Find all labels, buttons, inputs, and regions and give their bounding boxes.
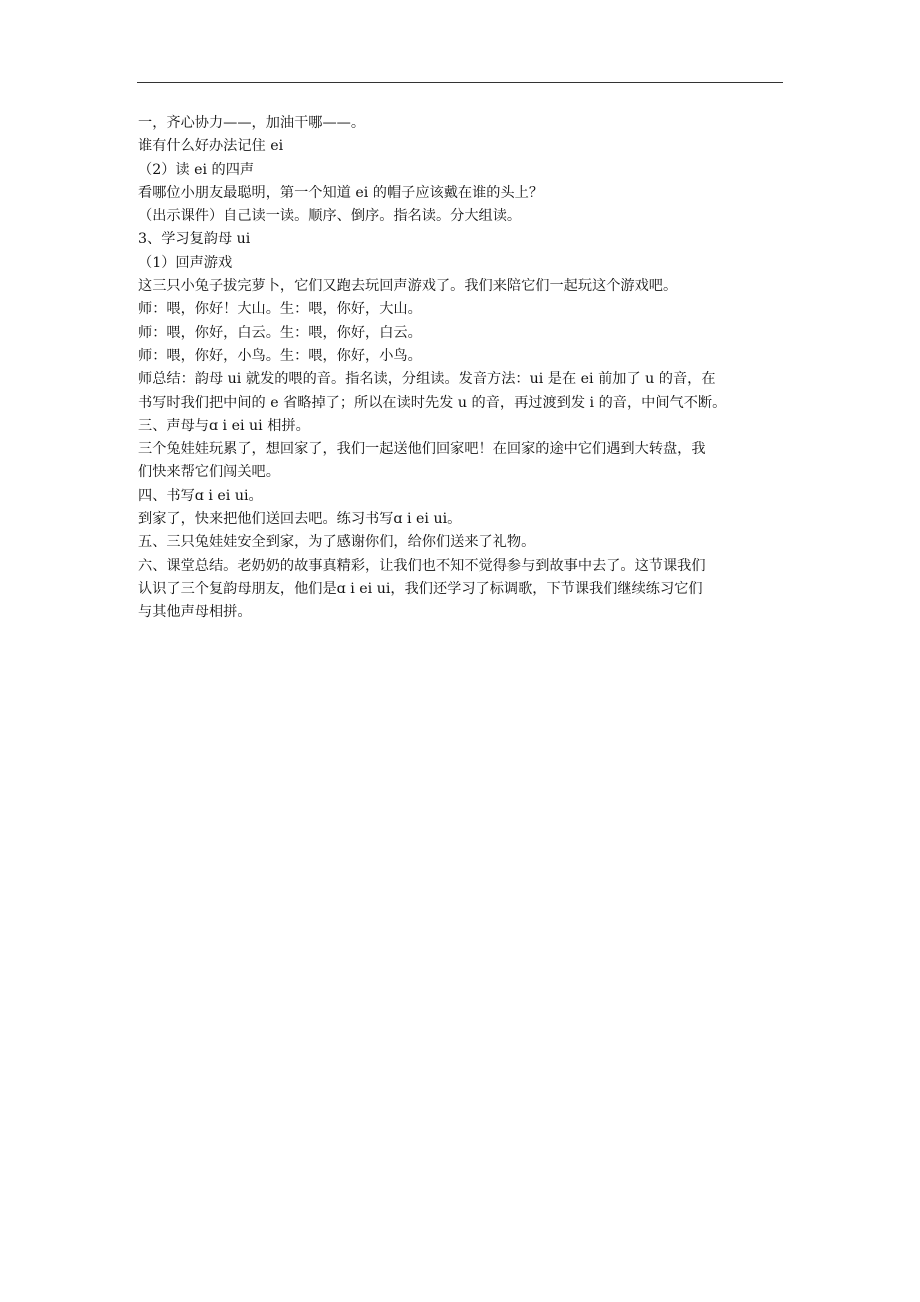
line-18: 到家了，快来把他们送回去吧。练习书写ɑ i ei ui。 xyxy=(138,511,462,528)
line-11: 师：喂，你好，小鸟。生：喂，你好，小鸟。 xyxy=(138,347,422,364)
line-9: 师：喂，你好！大山。生：喂，你好，大山。 xyxy=(138,301,422,318)
line-12: 师总结：韵母 ui 就发的喂的音。指名读，分组读。发音方法：ui 是在 ei 前加了 u 的音，在 xyxy=(138,371,716,388)
line-2: 谁有什么好办法记住 ei xyxy=(138,138,284,155)
line-22: 与其他声母相拼。 xyxy=(138,604,252,621)
line-6: 3、学习复韵母 ui xyxy=(138,231,251,248)
line-17: 四、书写ɑ i ei ui。 xyxy=(138,487,263,504)
line-1: 一，齐心协力——，加油干哪——。 xyxy=(138,115,366,131)
line-5: （出示课件）自己读一读。顺序、倒序。指名读。分大组读。 xyxy=(138,208,522,225)
line-3: （2）读 ei 的四声 xyxy=(138,161,255,178)
line-16: 们快来帮它们闯关吧。 xyxy=(138,464,280,481)
line-13: 书写时我们把中间的 e 省略掉了；所以在读时先发 u 的音，再过渡到发 i 的音，中间气不断。 xyxy=(138,394,727,411)
line-7: （1）回声游戏 xyxy=(138,254,233,271)
line-20: 六、课堂总结。老奶奶的故事真精彩，让我们也不知不觉得参与到故事中去了。这节课我们 xyxy=(138,557,706,574)
line-14: 三、声母与ɑ i ei ui 相拼。 xyxy=(138,417,310,434)
line-8: 这三只小兔子拔完萝卜，它们又跑去玩回声游戏了。我们来陪它们一起玩这个游戏吧。 xyxy=(138,278,678,295)
line-4: 看哪位小朋友最聪明，第一个知道 ei 的帽子应该戴在谁的头上？ xyxy=(138,184,544,201)
document-body xyxy=(138,112,786,625)
line-15: 三个兔娃娃玩累了，想回家了，我们一起送他们回家吧！在回家的途中它们遇到大转盘，我 xyxy=(138,441,706,458)
line-19: 五、三只兔娃娃安全到家，为了感谢你们，给你们送来了礼物。 xyxy=(138,534,536,551)
line-10: 师：喂，你好，白云。生：喂，你好，白云。 xyxy=(138,324,422,341)
header-rule xyxy=(137,82,783,83)
line-21: 认识了三个复韵母朋友，他们是ɑ i ei ui，我们还学习了标调歌，下节课我们继续练习它们 xyxy=(138,580,703,597)
